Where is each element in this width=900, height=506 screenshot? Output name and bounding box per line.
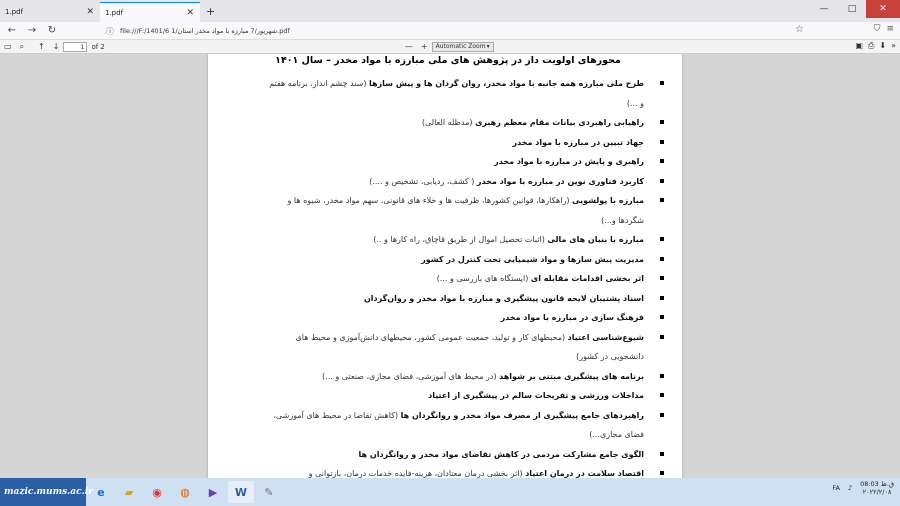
presentation-icon[interactable]: ▣: [855, 41, 863, 50]
taskbar: [0, 478, 900, 506]
pdf-toolbar: [0, 40, 900, 54]
list-item-detail: (سند چشم انداز، برنامه هفتم و ...): [269, 79, 644, 108]
window-close-icon[interactable]: ✕: [866, 0, 900, 18]
sidebar-toggle-icon[interactable]: ▭: [4, 42, 12, 51]
list-item-heading: مدیریت پیش سازها و مواد شیمیایی تحت کنترل در کشور: [421, 254, 644, 264]
forward-icon[interactable]: →: [27, 25, 37, 36]
page-number-input[interactable]: 1: [63, 42, 87, 52]
list-item: [268, 406, 648, 445]
list-item-detail: (در محیط های آموزشی، فضای مجازی، صنعتی و ...): [322, 371, 500, 381]
list-item: [268, 250, 648, 270]
tab-1[interactable]: [0, 2, 100, 22]
list-item-detail: (مدظله العالی): [421, 118, 476, 127]
list-item-detail: (کاهش تقاضا در محیط های آموزشی، فضای مجازی...): [273, 410, 644, 439]
ie-icon[interactable]: e: [97, 485, 105, 499]
menu-icon[interactable]: ≡: [886, 24, 894, 34]
tab-2-label: 1.pdf: [105, 8, 124, 17]
close-icon[interactable]: ✕: [186, 7, 194, 18]
tab-bar: [0, 0, 900, 22]
list-item: [268, 152, 648, 172]
list-item-heading: برنامه های پیشگیری مبتنی بر شواهد: [499, 371, 644, 381]
maximize-icon[interactable]: □: [847, 4, 857, 14]
list-item: [268, 367, 648, 387]
media-player-icon[interactable]: ▶: [208, 485, 218, 499]
list-item-heading: شیوع‌شناسی اعتیاد: [567, 332, 644, 342]
list-item-detail: (محیطهای کار و تولید، جمعیت عمومی کشور، محیطهای دانش‌آموزی و محیط های دانشجویی در کشور): [295, 332, 644, 361]
search-icon[interactable]: ⌕: [19, 41, 25, 51]
next-page-icon[interactable]: ↓: [52, 42, 60, 51]
list-item-heading: فرهنگ سازی در مبارزه با مواد مخدر: [500, 313, 644, 322]
list-item: [268, 464, 648, 478]
firefox-icon[interactable]: ◍: [180, 485, 190, 499]
list-item-heading: جهاد تبیین در مبارزه با مواد مخدر: [512, 137, 644, 147]
chevron-down-icon: ▾: [486, 43, 490, 50]
new-tab-icon[interactable]: +: [206, 5, 216, 18]
list-item-heading: مداخلات ورزشی و تفریحات سالم در پیشگیری از اعتیاد: [428, 391, 644, 400]
navigation-bar: [0, 22, 900, 40]
zoom-value: Automatic Zoom: [435, 43, 486, 50]
previous-page-icon[interactable]: ↑: [38, 42, 45, 51]
system-tray: [832, 480, 894, 496]
list-item-heading: راهبری و پایش در مبارزه با مواد مخدر: [494, 157, 644, 166]
list-item-detail: ( کشف، ردیابی، تشخیص و ....): [369, 176, 477, 186]
list-item-detail: (اثبات تحصیل اموال از طریق قاچاق، راه کارها و ..): [373, 235, 548, 244]
zoom-out-icon[interactable]: —: [404, 42, 413, 51]
address-bar[interactable]: [106, 24, 786, 38]
list-item: [268, 74, 648, 113]
window-controls: [810, 0, 900, 18]
list-item: [268, 133, 648, 153]
pdf-page: [208, 54, 682, 478]
tab-2[interactable]: [100, 2, 200, 22]
list-item-detail: (راهکارها، قوانین کشورها، ظرفیت ها و خلاء های قانونی، سهم مواد مخدر، شیوه ها و شگردها و...): [287, 196, 644, 225]
pdf-viewer[interactable]: [0, 54, 900, 478]
list-item: [268, 328, 648, 367]
clock-date: ۲۰۲۲/۲/۰۸: [862, 488, 892, 496]
page-info-icon[interactable]: ⓘ: [106, 26, 114, 36]
site-logo: mazic.mums.ac.ir: [0, 478, 86, 506]
word-icon[interactable]: W: [228, 481, 254, 503]
list-item: [268, 445, 648, 465]
volume-icon[interactable]: ♪: [847, 484, 853, 492]
list-item-heading: الگوی جامع مشارکت مردمی در کاهش تقاضای مواد مخدر و روانگردان ها: [358, 449, 644, 459]
list-item: [268, 191, 648, 230]
list-item-heading: راهیابی راهبردی بیانات مقام معظم رهبری: [475, 118, 644, 127]
list-item-heading: اثر بخشی اقدامات مقابله ای: [530, 274, 644, 283]
list-item-heading: اسناد پشتیبان لایحه قانون پیشگیری و مبارزه با مواد مخدر و روان‌گردان: [363, 293, 644, 303]
close-icon[interactable]: ✕: [86, 7, 94, 17]
priority-list: [268, 74, 648, 478]
tab-1-label: 1.pdf: [5, 8, 24, 16]
clock-time: 08:03 ق.ظ: [860, 480, 894, 488]
tools-icon[interactable]: »: [891, 41, 896, 50]
folder-icon[interactable]: ▰: [124, 485, 134, 499]
minimize-icon[interactable]: —: [819, 4, 829, 14]
list-item-detail: (اثر بخشی درمان معتادان، هزینه-فایده خدمات درمان، بازتوانی و: [308, 469, 526, 478]
bookmark-star-icon[interactable]: ☆: [795, 24, 804, 35]
list-item: [268, 113, 648, 133]
url-text: file:///F:/1401/6 1/شهریور/7 مبارزه با مواد مخدر استان.pdf: [120, 27, 290, 35]
reload-icon[interactable]: ↻: [47, 25, 57, 36]
paint-icon[interactable]: ✎: [264, 485, 274, 499]
zoom-in-icon[interactable]: +: [420, 42, 428, 51]
print-icon[interactable]: ⎙: [867, 41, 875, 50]
list-item-heading: راهبردهای جامع پیشگیری از مصرف مواد مخدر و روانگردان ها: [400, 410, 644, 420]
chrome-icon[interactable]: ◉: [152, 485, 162, 499]
save-icon[interactable]: ⬇: [879, 41, 887, 50]
list-item: [268, 386, 648, 406]
list-item-heading: کاربرد فناوری نوین در مبارزه با مواد مخدر: [476, 176, 644, 186]
list-item-heading: اقتصاد سلامت در درمان اعتیاد: [525, 469, 644, 478]
list-item-heading: مبارزه با بنیان های مالی: [547, 235, 644, 244]
list-item-detail: (ایستگاه های بازرسی و ...): [436, 274, 531, 283]
document-title: محورهای اولویت دار در پژوهش های ملی مبارزه با مواد مخدر – سال ۱۴۰۱: [275, 55, 621, 66]
back-icon[interactable]: ←: [7, 25, 17, 36]
list-item: [268, 269, 648, 289]
list-item: [268, 308, 648, 328]
zoom-select[interactable]: [432, 42, 494, 52]
list-item-heading: طرح ملی مبارزه همه جانبه با مواد مخدر، روان گردان ها و پیش سازها: [369, 79, 644, 88]
clock[interactable]: [860, 480, 894, 496]
shield-icon[interactable]: ⛉: [873, 24, 881, 34]
page-count: of 2: [91, 42, 105, 51]
list-item-heading: مبارزه با پولشویی: [571, 196, 644, 205]
list-item: [268, 172, 648, 192]
list-item: [268, 230, 648, 250]
list-item: [268, 289, 648, 309]
language-indicator[interactable]: FA: [832, 484, 840, 492]
